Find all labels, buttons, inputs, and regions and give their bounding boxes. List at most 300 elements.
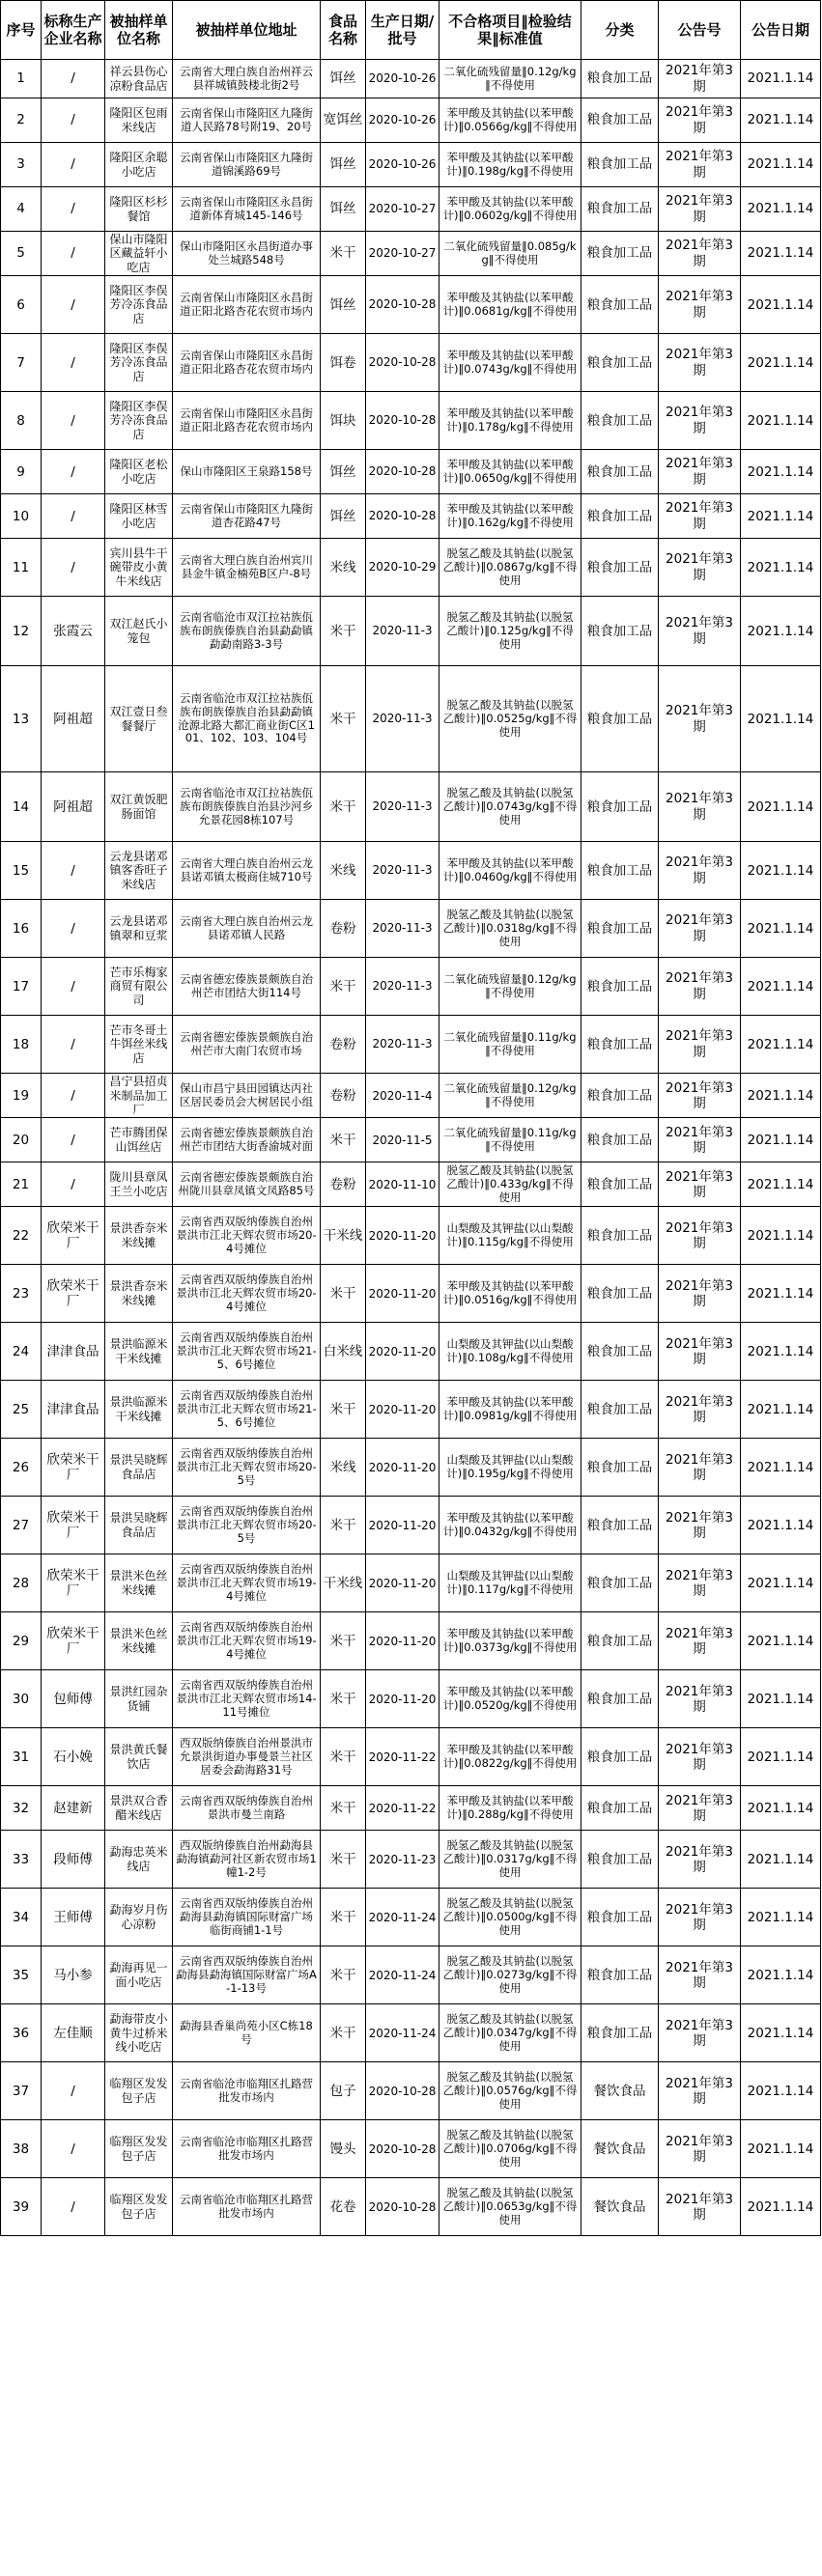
cell-producer: 欣荣米干厂 xyxy=(42,1612,105,1670)
cell-notice-date: 2021.1.14 xyxy=(741,2120,821,2178)
cell-failed-item: 脱氢乙酸及其钠盐(以脱氢乙酸计)‖0.0706g/kg‖不得使用 xyxy=(439,2120,581,2178)
cell-sampled-address: 云南省保山市隆阳区永昌街道新体育城145-146号 xyxy=(173,187,321,232)
cell-failed-item: 脱氢乙酸及其钠盐(以脱氢乙酸计)‖0.0318g/kg‖不得使用 xyxy=(439,900,581,958)
cell-sampled-address: 云南省临沧市双江拉祜族佤族布朗族傣族自治县勐勐镇沧源北路大都汇商业街C区101、102、103、104号 xyxy=(173,666,321,772)
table-row xyxy=(1,958,821,1016)
cell-sampled-address: 云南省西双版纳傣族自治州景洪市江北天辉农贸市场14-11号摊位 xyxy=(173,1670,321,1728)
cell-serial: 1 xyxy=(1,60,42,98)
cell-sampled-unit: 隆阳区包雨米线店 xyxy=(105,98,173,143)
cell-sampled-address: 保山市隆阳区永昌街道办事处兰城路548号 xyxy=(173,232,321,276)
cell-failed-item: 脱氢乙酸及其钠盐(以脱氢乙酸计)‖0.0347g/kg‖不得使用 xyxy=(439,2004,581,2062)
cell-failed-item: 苯甲酸及其钠盐(以苯甲酸计)‖0.0602g/kg‖不得使用 xyxy=(439,187,581,232)
cell-failed-item: 脱氢乙酸及其钠盐(以脱氢乙酸计)‖0.0525g/kg‖不得使用 xyxy=(439,666,581,772)
cell-serial: 19 xyxy=(1,1074,42,1118)
cell-serial: 33 xyxy=(1,1831,42,1889)
cell-notice-date: 2021.1.14 xyxy=(741,1728,821,1786)
cell-production-date: 2020-11-20 xyxy=(366,1381,439,1439)
cell-food-name: 卷粉 xyxy=(321,1016,366,1074)
cell-producer: 阿祖超 xyxy=(42,772,105,842)
cell-food-name: 饵丝 xyxy=(321,187,366,232)
cell-production-date: 2020-11-3 xyxy=(366,772,439,842)
cell-sampled-address: 保山市昌宁县田园镇达丙社区居民委员会大树居民小组 xyxy=(173,1074,321,1118)
cell-serial: 14 xyxy=(1,772,42,842)
cell-sampled-unit: 景洪双合香醋米线店 xyxy=(105,1786,173,1831)
cell-producer: 欣荣米干厂 xyxy=(42,1554,105,1612)
cell-food-name: 包子 xyxy=(321,2062,366,2120)
cell-serial: 5 xyxy=(1,232,42,276)
cell-sampled-address: 云南省西双版纳傣族自治州景洪市江北天辉农贸市场20-5号 xyxy=(173,1439,321,1497)
header-food-name: 食品名称 xyxy=(321,1,366,60)
cell-failed-item: 脱氢乙酸及其钠盐(以脱氢乙酸计)‖0.0743g/kg‖不得使用 xyxy=(439,772,581,842)
cell-failed-item: 苯甲酸及其钠盐(以苯甲酸计)‖0.0432g/kg‖不得使用 xyxy=(439,1497,581,1554)
cell-failed-item: 苯甲酸及其钠盐(以苯甲酸计)‖0.0373g/kg‖不得使用 xyxy=(439,1612,581,1670)
cell-sampled-address: 云南省西双版纳傣族自治州景洪市曼兰南路 xyxy=(173,1786,321,1831)
cell-category: 粮食加工品 xyxy=(581,1118,659,1162)
cell-production-date: 2020-11-24 xyxy=(366,1946,439,2004)
cell-production-date: 2020-10-28 xyxy=(366,2178,439,2236)
cell-notice-date: 2021.1.14 xyxy=(741,334,821,392)
cell-serial: 32 xyxy=(1,1786,42,1831)
cell-failed-item: 二氧化硫残留量‖0.12g/kg‖不得使用 xyxy=(439,60,581,98)
cell-food-name: 白米线 xyxy=(321,1323,366,1381)
cell-category: 粮食加工品 xyxy=(581,334,659,392)
cell-sampled-unit: 景洪香奈米米线摊 xyxy=(105,1265,173,1323)
cell-failed-item: 山梨酸及其钾盐(以山梨酸计)‖0.117g/kg‖不得使用 xyxy=(439,1554,581,1612)
cell-notice-number: 2021年第3期 xyxy=(659,1497,741,1554)
cell-producer: / xyxy=(42,842,105,900)
cell-failed-item: 苯甲酸及其钠盐(以苯甲酸计)‖0.0520g/kg‖不得使用 xyxy=(439,1670,581,1728)
cell-sampled-address: 云南省大理白族自治州云龙县诺邓镇人民路 xyxy=(173,900,321,958)
table-row xyxy=(1,98,821,143)
table-row xyxy=(1,1728,821,1786)
cell-producer: 张霞云 xyxy=(42,597,105,666)
cell-failed-item: 二氧化硫残留量‖0.085g/kg‖不得使用 xyxy=(439,232,581,276)
cell-production-date: 2020-11-22 xyxy=(366,1786,439,1831)
cell-notice-date: 2021.1.14 xyxy=(741,900,821,958)
cell-food-name: 卷粉 xyxy=(321,1162,366,1207)
table-row xyxy=(1,666,821,772)
cell-sampled-unit: 双江赵氏小笼包 xyxy=(105,597,173,666)
cell-sampled-address: 云南省临沧市双江拉祜族佤族布朗族傣族自治县勐勐镇勐勐南路3-3号 xyxy=(173,597,321,666)
cell-failed-item: 脱氢乙酸及其钠盐(以脱氢乙酸计)‖0.0867g/kg‖不得使用 xyxy=(439,539,581,597)
cell-category: 粮食加工品 xyxy=(581,772,659,842)
cell-category: 粮食加工品 xyxy=(581,450,659,494)
cell-notice-date: 2021.1.14 xyxy=(741,98,821,143)
cell-sampled-address: 西双版纳傣族自治州景洪市允景洪街道办事曼景兰社区居委会勐海路31号 xyxy=(173,1728,321,1786)
cell-producer: 欣荣米干厂 xyxy=(42,1207,105,1265)
cell-notice-date: 2021.1.14 xyxy=(741,1554,821,1612)
cell-food-name: 米干 xyxy=(321,2004,366,2062)
cell-producer: 阿祖超 xyxy=(42,666,105,772)
cell-production-date: 2020-10-27 xyxy=(366,232,439,276)
cell-sampled-address: 西双版纳傣族自治州勐海县勐海镇勐河社区新农贸市场1幢1-2号 xyxy=(173,1831,321,1889)
table-row xyxy=(1,1016,821,1074)
cell-producer: / xyxy=(42,2062,105,2120)
cell-sampled-unit: 陇川县章凤王兰小吃店 xyxy=(105,1162,173,1207)
cell-notice-date: 2021.1.14 xyxy=(741,1670,821,1728)
cell-notice-number: 2021年第3期 xyxy=(659,60,741,98)
cell-notice-number: 2021年第3期 xyxy=(659,1612,741,1670)
table-row xyxy=(1,494,821,539)
cell-category: 粮食加工品 xyxy=(581,1207,659,1265)
table-row xyxy=(1,1323,821,1381)
cell-serial: 4 xyxy=(1,187,42,232)
cell-category: 粮食加工品 xyxy=(581,1162,659,1207)
cell-producer: / xyxy=(42,2178,105,2236)
cell-notice-date: 2021.1.14 xyxy=(741,1612,821,1670)
cell-notice-number: 2021年第3期 xyxy=(659,1265,741,1323)
cell-production-date: 2020-10-26 xyxy=(366,60,439,98)
cell-failed-item: 苯甲酸及其钠盐(以苯甲酸计)‖0.0743g/kg‖不得使用 xyxy=(439,334,581,392)
cell-producer: / xyxy=(42,1162,105,1207)
cell-food-name: 米干 xyxy=(321,1497,366,1554)
cell-notice-date: 2021.1.14 xyxy=(741,1118,821,1162)
table-row xyxy=(1,772,821,842)
cell-food-name: 米干 xyxy=(321,1946,366,2004)
cell-sampled-address: 云南省保山市隆阳区九隆街道人民路78号附19、20号 xyxy=(173,98,321,143)
cell-failed-item: 脱氢乙酸及其钠盐(以脱氢乙酸计)‖0.125g/kg‖不得使用 xyxy=(439,597,581,666)
cell-notice-number: 2021年第3期 xyxy=(659,1016,741,1074)
cell-category: 粮食加工品 xyxy=(581,1381,659,1439)
cell-serial: 21 xyxy=(1,1162,42,1207)
cell-notice-number: 2021年第3期 xyxy=(659,1670,741,1728)
cell-sampled-address: 勐海县香巢尚苑小区C栋18号 xyxy=(173,2004,321,2062)
cell-production-date: 2020-11-20 xyxy=(366,1612,439,1670)
cell-notice-date: 2021.1.14 xyxy=(741,958,821,1016)
cell-production-date: 2020-11-20 xyxy=(366,1497,439,1554)
cell-serial: 11 xyxy=(1,539,42,597)
cell-production-date: 2020-10-28 xyxy=(366,450,439,494)
cell-food-name: 干米线 xyxy=(321,1207,366,1265)
cell-producer: / xyxy=(42,60,105,98)
cell-serial: 25 xyxy=(1,1381,42,1439)
cell-serial: 38 xyxy=(1,2120,42,2178)
cell-producer: / xyxy=(42,98,105,143)
cell-notice-date: 2021.1.14 xyxy=(741,2004,821,2062)
cell-notice-number: 2021年第3期 xyxy=(659,1554,741,1612)
cell-sampled-unit: 临翔区发发包子店 xyxy=(105,2062,173,2120)
cell-failed-item: 苯甲酸及其钠盐(以苯甲酸计)‖0.198g/kg‖不得使用 xyxy=(439,143,581,187)
cell-notice-number: 2021年第3期 xyxy=(659,1162,741,1207)
cell-sampled-unit: 隆阳区李俣芳冷冻食品店 xyxy=(105,392,173,450)
cell-sampled-unit: 祥云县伤心凉粉食品店 xyxy=(105,60,173,98)
cell-food-name: 花卷 xyxy=(321,2178,366,2236)
table-row xyxy=(1,143,821,187)
cell-production-date: 2020-11-20 xyxy=(366,1323,439,1381)
table-row xyxy=(1,2178,821,2236)
cell-notice-date: 2021.1.14 xyxy=(741,1831,821,1889)
cell-serial: 30 xyxy=(1,1670,42,1728)
cell-category: 粮食加工品 xyxy=(581,958,659,1016)
cell-category: 餐饮食品 xyxy=(581,2120,659,2178)
table-row xyxy=(1,1074,821,1118)
table-row xyxy=(1,1889,821,1946)
header-production-date: 生产日期/批号 xyxy=(366,1,439,60)
table-row xyxy=(1,1831,821,1889)
cell-sampled-address: 云南省临沧市双江拉祜族佤族布朗族傣族自治县沙河乡允景花园8栋107号 xyxy=(173,772,321,842)
cell-sampled-address: 云南省西双版纳傣族自治州景洪市江北天辉农贸市场20-5号 xyxy=(173,1497,321,1554)
cell-category: 粮食加工品 xyxy=(581,1946,659,2004)
cell-notice-number: 2021年第3期 xyxy=(659,666,741,772)
cell-serial: 37 xyxy=(1,2062,42,2120)
table-row xyxy=(1,900,821,958)
cell-production-date: 2020-11-20 xyxy=(366,1207,439,1265)
cell-sampled-unit: 宾川县牛干碗带皮小黄牛米线店 xyxy=(105,539,173,597)
cell-food-name: 卷粉 xyxy=(321,900,366,958)
cell-failed-item: 二氧化硫残留量‖0.11g/kg‖不得使用 xyxy=(439,1016,581,1074)
cell-producer: / xyxy=(42,494,105,539)
cell-food-name: 卷粉 xyxy=(321,1074,366,1118)
header-category: 分类 xyxy=(581,1,659,60)
cell-producer: / xyxy=(42,143,105,187)
cell-notice-number: 2021年第3期 xyxy=(659,1207,741,1265)
cell-serial: 15 xyxy=(1,842,42,900)
cell-producer: / xyxy=(42,187,105,232)
cell-serial: 24 xyxy=(1,1323,42,1381)
cell-notice-number: 2021年第3期 xyxy=(659,900,741,958)
cell-producer: / xyxy=(42,1016,105,1074)
cell-sampled-address: 云南省西双版纳傣族自治州勐海县勐海镇国际财富广场A-1-13号 xyxy=(173,1946,321,2004)
cell-sampled-unit: 勐海岁月伤心凉粉 xyxy=(105,1889,173,1946)
cell-category: 粮食加工品 xyxy=(581,1439,659,1497)
cell-producer: / xyxy=(42,900,105,958)
cell-production-date: 2020-11-3 xyxy=(366,842,439,900)
cell-food-name: 米干 xyxy=(321,772,366,842)
cell-notice-number: 2021年第3期 xyxy=(659,1323,741,1381)
cell-notice-number: 2021年第3期 xyxy=(659,98,741,143)
cell-production-date: 2020-10-28 xyxy=(366,2062,439,2120)
table-row xyxy=(1,392,821,450)
cell-category: 粮食加工品 xyxy=(581,143,659,187)
cell-sampled-address: 云南省保山市隆阳区永昌街道正阳北路杏花农贸市场内 xyxy=(173,392,321,450)
cell-sampled-unit: 临翔区发发包子店 xyxy=(105,2178,173,2236)
table-row xyxy=(1,334,821,392)
cell-notice-number: 2021年第3期 xyxy=(659,2004,741,2062)
cell-producer: / xyxy=(42,1074,105,1118)
cell-production-date: 2020-11-3 xyxy=(366,900,439,958)
cell-notice-date: 2021.1.14 xyxy=(741,1265,821,1323)
cell-food-name: 米干 xyxy=(321,597,366,666)
cell-sampled-unit: 芒市腾团保山饵丝店 xyxy=(105,1118,173,1162)
cell-failed-item: 脱氢乙酸及其钠盐(以脱氢乙酸计)‖0.0653g/kg‖不得使用 xyxy=(439,2178,581,2236)
cell-producer: / xyxy=(42,450,105,494)
cell-failed-item: 苯甲酸及其钠盐(以苯甲酸计)‖0.0822g/kg‖不得使用 xyxy=(439,1728,581,1786)
cell-category: 粮食加工品 xyxy=(581,539,659,597)
cell-failed-item: 二氧化硫残留量‖0.11g/kg‖不得使用 xyxy=(439,1118,581,1162)
cell-failed-item: 山梨酸及其钾盐(以山梨酸计)‖0.108g/kg‖不得使用 xyxy=(439,1323,581,1381)
cell-failed-item: 二氧化硫残留量‖0.12g/kg‖不得使用 xyxy=(439,1074,581,1118)
cell-sampled-address: 云南省西双版纳傣族自治州景洪市江北天辉农贸市场19-4号摊位 xyxy=(173,1612,321,1670)
cell-category: 粮食加工品 xyxy=(581,842,659,900)
cell-notice-number: 2021年第3期 xyxy=(659,2062,741,2120)
cell-production-date: 2020-11-24 xyxy=(366,1889,439,1946)
cell-sampled-unit: 隆阳区余聪小吃店 xyxy=(105,143,173,187)
cell-notice-number: 2021年第3期 xyxy=(659,450,741,494)
cell-producer: 马小参 xyxy=(42,1946,105,2004)
cell-serial: 18 xyxy=(1,1016,42,1074)
cell-notice-number: 2021年第3期 xyxy=(659,1439,741,1497)
table-row xyxy=(1,1946,821,2004)
cell-sampled-address: 云南省大理白族自治州祥云县祥城镇鼓楼北街2号 xyxy=(173,60,321,98)
cell-producer: 欣荣米干厂 xyxy=(42,1497,105,1554)
cell-failed-item: 脱氢乙酸及其钠盐(以脱氢乙酸计)‖0.433g/kg‖不得使用 xyxy=(439,1162,581,1207)
cell-failed-item: 苯甲酸及其钠盐(以苯甲酸计)‖0.178g/kg‖不得使用 xyxy=(439,392,581,450)
cell-notice-number: 2021年第3期 xyxy=(659,494,741,539)
cell-sampled-unit: 景洪米色丝米线摊 xyxy=(105,1612,173,1670)
cell-food-name: 干米线 xyxy=(321,1554,366,1612)
header-notice-date: 公告日期 xyxy=(741,1,821,60)
cell-failed-item: 苯甲酸及其钠盐(以苯甲酸计)‖0.0516g/kg‖不得使用 xyxy=(439,1265,581,1323)
cell-serial: 12 xyxy=(1,597,42,666)
cell-notice-date: 2021.1.14 xyxy=(741,1162,821,1207)
table-row xyxy=(1,597,821,666)
cell-production-date: 2020-11-22 xyxy=(366,1728,439,1786)
cell-failed-item: 苯甲酸及其钠盐(以苯甲酸计)‖0.0650g/kg‖不得使用 xyxy=(439,450,581,494)
cell-production-date: 2020-10-28 xyxy=(366,392,439,450)
cell-food-name: 米干 xyxy=(321,1786,366,1831)
cell-production-date: 2020-10-28 xyxy=(366,276,439,334)
cell-failed-item: 苯甲酸及其钠盐(以苯甲酸计)‖0.0981g/kg‖不得使用 xyxy=(439,1381,581,1439)
table-row xyxy=(1,1162,821,1207)
table-row xyxy=(1,1265,821,1323)
cell-notice-date: 2021.1.14 xyxy=(741,1016,821,1074)
cell-sampled-unit: 景洪吴晓辉食品店 xyxy=(105,1497,173,1554)
cell-serial: 27 xyxy=(1,1497,42,1554)
cell-food-name: 米干 xyxy=(321,1118,366,1162)
cell-serial: 17 xyxy=(1,958,42,1016)
cell-serial: 29 xyxy=(1,1612,42,1670)
cell-food-name: 饵丝 xyxy=(321,450,366,494)
cell-notice-date: 2021.1.14 xyxy=(741,1381,821,1439)
cell-category: 粮食加工品 xyxy=(581,392,659,450)
cell-failed-item: 苯甲酸及其钠盐(以苯甲酸计)‖0.0460g/kg‖不得使用 xyxy=(439,842,581,900)
cell-food-name: 饵块 xyxy=(321,392,366,450)
cell-producer: 津津食品 xyxy=(42,1381,105,1439)
cell-producer: 欣荣米干厂 xyxy=(42,1265,105,1323)
cell-producer: 欣荣米干厂 xyxy=(42,1439,105,1497)
cell-notice-number: 2021年第3期 xyxy=(659,772,741,842)
cell-serial: 6 xyxy=(1,276,42,334)
cell-sampled-address: 保山市隆阳区王泉路158号 xyxy=(173,450,321,494)
cell-category: 粮食加工品 xyxy=(581,1728,659,1786)
cell-sampled-unit: 隆阳区林雪小吃店 xyxy=(105,494,173,539)
cell-food-name: 米干 xyxy=(321,1889,366,1946)
cell-category: 粮食加工品 xyxy=(581,597,659,666)
cell-category: 粮食加工品 xyxy=(581,1265,659,1323)
cell-notice-number: 2021年第3期 xyxy=(659,1889,741,1946)
cell-serial: 35 xyxy=(1,1946,42,2004)
cell-sampled-unit: 隆阳区老松小吃店 xyxy=(105,450,173,494)
cell-sampled-unit: 云龙县诺邓镇客香旺子米线店 xyxy=(105,842,173,900)
cell-notice-number: 2021年第3期 xyxy=(659,187,741,232)
cell-notice-date: 2021.1.14 xyxy=(741,1439,821,1497)
cell-notice-number: 2021年第3期 xyxy=(659,1728,741,1786)
cell-production-date: 2020-10-27 xyxy=(366,187,439,232)
cell-serial: 20 xyxy=(1,1118,42,1162)
cell-category: 粮食加工品 xyxy=(581,187,659,232)
cell-notice-date: 2021.1.14 xyxy=(741,276,821,334)
cell-producer: 左佳顺 xyxy=(42,2004,105,2062)
cell-serial: 3 xyxy=(1,143,42,187)
cell-category: 粮食加工品 xyxy=(581,1497,659,1554)
cell-sampled-unit: 景洪米色丝米线摊 xyxy=(105,1554,173,1612)
cell-notice-date: 2021.1.14 xyxy=(741,597,821,666)
cell-failed-item: 山梨酸及其钾盐(以山梨酸计)‖0.115g/kg‖不得使用 xyxy=(439,1207,581,1265)
cell-sampled-address: 云南省西双版纳傣族自治州景洪市江北天辉农贸市场20-4号摊位 xyxy=(173,1265,321,1323)
cell-sampled-address: 云南省临沧市临翔区扎路营批发市场内 xyxy=(173,2062,321,2120)
cell-category: 餐饮食品 xyxy=(581,2178,659,2236)
table-row xyxy=(1,1612,821,1670)
cell-notice-date: 2021.1.14 xyxy=(741,539,821,597)
cell-food-name: 米干 xyxy=(321,1831,366,1889)
cell-food-name: 米干 xyxy=(321,1670,366,1728)
table-row xyxy=(1,276,821,334)
cell-notice-date: 2021.1.14 xyxy=(741,842,821,900)
cell-food-name: 米线 xyxy=(321,539,366,597)
cell-production-date: 2020-10-26 xyxy=(366,143,439,187)
cell-producer: 津津食品 xyxy=(42,1323,105,1381)
cell-sampled-address: 云南省大理白族自治州宾川县金牛镇金楠苑B区户-8号 xyxy=(173,539,321,597)
table-row xyxy=(1,1554,821,1612)
cell-production-date: 2020-10-28 xyxy=(366,334,439,392)
cell-notice-date: 2021.1.14 xyxy=(741,2062,821,2120)
cell-food-name: 饵丝 xyxy=(321,143,366,187)
cell-failed-item: 苯甲酸及其钠盐(以苯甲酸计)‖0.162g/kg‖不得使用 xyxy=(439,494,581,539)
cell-category: 粮食加工品 xyxy=(581,60,659,98)
cell-sampled-unit: 隆阳区李俣芳冷冻食品店 xyxy=(105,276,173,334)
cell-sampled-address: 云南省保山市隆阳区永昌街道正阳北路杏花农贸市场内 xyxy=(173,276,321,334)
cell-notice-date: 2021.1.14 xyxy=(741,187,821,232)
cell-sampled-address: 云南省保山市隆阳区永昌街道正阳北路杏花农贸市场内 xyxy=(173,334,321,392)
cell-category: 粮食加工品 xyxy=(581,1074,659,1118)
cell-food-name: 米线 xyxy=(321,1439,366,1497)
cell-producer: / xyxy=(42,958,105,1016)
cell-notice-number: 2021年第3期 xyxy=(659,842,741,900)
cell-notice-date: 2021.1.14 xyxy=(741,143,821,187)
cell-producer: 石小娩 xyxy=(42,1728,105,1786)
table-row xyxy=(1,1207,821,1265)
cell-serial: 7 xyxy=(1,334,42,392)
cell-food-name: 饵丝 xyxy=(321,276,366,334)
cell-notice-number: 2021年第3期 xyxy=(659,2178,741,2236)
cell-sampled-unit: 景洪吴晓辉食品店 xyxy=(105,1439,173,1497)
cell-failed-item: 苯甲酸及其钠盐(以苯甲酸计)‖0.0566g/kg‖不得使用 xyxy=(439,98,581,143)
cell-producer: 赵建新 xyxy=(42,1786,105,1831)
cell-production-date: 2020-11-20 xyxy=(366,1439,439,1497)
cell-category: 粮食加工品 xyxy=(581,98,659,143)
cell-serial: 34 xyxy=(1,1889,42,1946)
cell-notice-date: 2021.1.14 xyxy=(741,1074,821,1118)
cell-failed-item: 脱氢乙酸及其钠盐(以脱氢乙酸计)‖0.0317g/kg‖不得使用 xyxy=(439,1831,581,1889)
table-row xyxy=(1,1497,821,1554)
cell-notice-number: 2021年第3期 xyxy=(659,143,741,187)
table-row xyxy=(1,1786,821,1831)
cell-category: 粮食加工品 xyxy=(581,232,659,276)
cell-notice-date: 2021.1.14 xyxy=(741,1889,821,1946)
cell-sampled-unit: 勐海再见一面小吃店 xyxy=(105,1946,173,2004)
cell-sampled-address: 云南省西双版纳傣族自治州景洪市江北天辉农贸市场19-4号摊位 xyxy=(173,1554,321,1612)
cell-sampled-unit: 勐海带皮小黄牛过桥米线小吃店 xyxy=(105,2004,173,2062)
cell-production-date: 2020-11-3 xyxy=(366,597,439,666)
cell-production-date: 2020-10-26 xyxy=(366,98,439,143)
cell-serial: 2 xyxy=(1,98,42,143)
cell-notice-date: 2021.1.14 xyxy=(741,1497,821,1554)
cell-food-name: 米干 xyxy=(321,232,366,276)
header-producer: 标称生产企业名称 xyxy=(42,1,105,60)
cell-notice-number: 2021年第3期 xyxy=(659,1946,741,2004)
cell-production-date: 2020-11-3 xyxy=(366,958,439,1016)
cell-food-name: 米干 xyxy=(321,1612,366,1670)
